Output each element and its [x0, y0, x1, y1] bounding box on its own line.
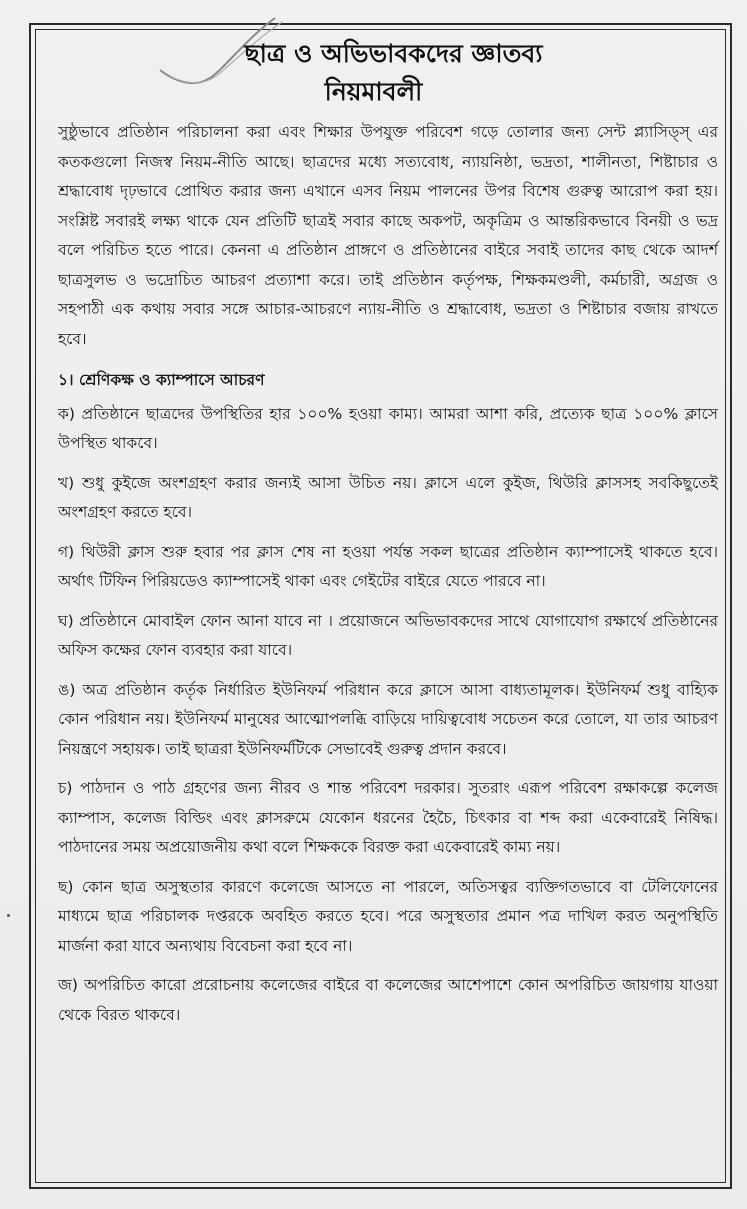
- rule-gha: ঘ) প্রতিষ্ঠানে মোবাইল ফোন আনা যাবে না । প্রয়োজনে অভিভাবকদের সাথে যোগাযোগ রক্ষার্থে প্রতিষ্ঠানের অফিস কক্ষের ফোন ব্যবহার করা যাবে।: [58, 611, 718, 659]
- rule-kha: খ) শুধু কুইজে অংশগ্রহণ করার জন্যই আসা উচিত নয়। ক্লাসে এলে কুইজ, থিউরি ক্লাসসহ সবকিছুতেই অংশগ্রহণ করতে হবে।: [58, 473, 718, 521]
- rule-cha: চ) পাঠদান ও পাঠ গ্রহণের জন্য নীরব ও শান্ত পরিবেশ দরকার। সুতরাং এরূপ পরিবেশ রক্ষাকল্পে কলেজ ক্যাম্পাস, কলেজ বিল্ডিং এবং ক্লাসরুমে যেকোন ধরনের হৈচৈ, চিৎকার বা শব্দ করা একেবারেই নিষিদ্ধ। পাঠদানের সময় অপ্রয়োজনীয় কথা বলে শিক্ষককে বিরক্ত করা একেবারেই কাম্য নয়।: [58, 779, 718, 856]
- document-body: [58, 118, 718, 1040]
- rule-ga: গ) থিউরী ক্লাস শুরু হবার পর ক্লাস শেষ না হওয়া পর্যন্ত সকল ছাত্রের প্রতিষ্ঠান ক্যাম্পাসেই থাকতে হবে। অর্থাৎ টিফিন পিরিয়ডেও ক্যাম্পাসেই থাকা এবং গেইটের বাইরে যেতে পারবে না।: [58, 542, 718, 590]
- intro-paragraph: সুষ্ঠুভাবে প্রতিষ্ঠান পরিচালনা করা এবং শিক্ষার উপযুক্ত পরিবেশ গড়ে তোলার জন্য সেন্ট প্ল্যাসিড্স্ এর কতকগুলো নিজস্ব নিয়ম-নীতি আছে। ছাত্রদের মধ্যে সত্যবোধ, ন্যায়নিষ্ঠা, ভদ্রতা, শালীনতা, শিষ্টাচার ও শ্রদ্ধাবোধ দৃঢ়ভাবে প্রোথিত করার জন্য এখানে এসব নিয়ম পালনের উপর বিশেষ গুরুত্ব আরোপ করা হয়। সংশ্লিষ্ট সবারই লক্ষ্য থাকে যেন প্রতিটি ছাত্রই সবার কাছে অকপট, অকৃত্রিম ও আন্তরিকভাবে বিনয়ী ও ভদ্র বলে পরিচিত হতে পারে। কেননা এ প্রতিষ্ঠান প্রাঙ্গণে ও প্রতিষ্ঠানের বাইরে সবাই তাদের কাছ থেকে আদর্শ ছাত্রসুলভ ও ভদ্রোচিত আচরণ প্রত্যাশা করে। তাই প্রতিষ্ঠান কর্তৃপক্ষ, শিক্ষকমণ্ডলী, কর্মচারী, অগ্রজ ও সহপাঠী এক কথায় সবার সঙ্গে আচার-আচরণে ন্যায়-নীতি ও শ্রদ্ধাবোধ, ভদ্রতা ও শিষ্টাচার বজায় রাখতে হবে।: [58, 123, 718, 348]
- rule-ja: জ) অপরিচিত কারো প্ররোচনায় কলেজের বাইরে বা কলেজের আশেপাশে কোন অপরিচিত জায়গায় যাওয়া থেকে বিরত থাকবে।: [58, 976, 718, 1024]
- rule-uma: ঙ) অত্র প্রতিষ্ঠান কর্তৃক নির্ধারিত ইউনিফর্ম পরিধান করে ক্লাসে আসা বাধ্যতামূলক। ইউনিফর্ম শুধু বাহ্যিক কোন পরিধান নয়। ইউনিফর্ম মানুষের আত্মোপলব্ধি বাড়িয়ে দায়িত্ববোধ সচেতন করে তোলে, যা তার আচরণ নিয়ন্ত্রণে সহায়ক। তাই ছাত্ররা ইউনিফর্মটিকে সেভাবেই গুরুত্ব প্রদান করবে।: [58, 680, 718, 758]
- scan-speck: [7, 914, 10, 917]
- rule-ka: ক) প্রতিষ্ঠানে ছাত্রদের উপস্থিতির হার ১০০% হওয়া কাম্য। আমরা আশা করি, প্রত্যেক ছাত্র ১০০% ক্লাসে উপস্থিত থাকবে।: [58, 404, 718, 452]
- section-heading: ১। শ্রেণিকক্ষ ও ক্যাম্পাসে আচরণ: [58, 371, 265, 389]
- document-title-line-1: ছাত্র ও অভিভাবকদের জ্ঞাতব্য: [244, 39, 543, 68]
- rule-chha: ছ) কোন ছাত্র অসুস্থতার কারণে কলেজে আসতে না পারলে, অতিসত্বর ব্যক্তিগতভাবে বা টেলিফোনের মাধ্যমে ছাত্র পরিচালক দপ্তরকে অবহিত করতে হবে। পরে অসুস্থতার প্রমান পত্র দাখিল করত অনুপস্থিতি মার্জনা করা যাবে অন্যথায় বিবেচনা করা হবে না।: [58, 877, 718, 955]
- document-title-line-2: নিয়মাবলী: [324, 77, 423, 106]
